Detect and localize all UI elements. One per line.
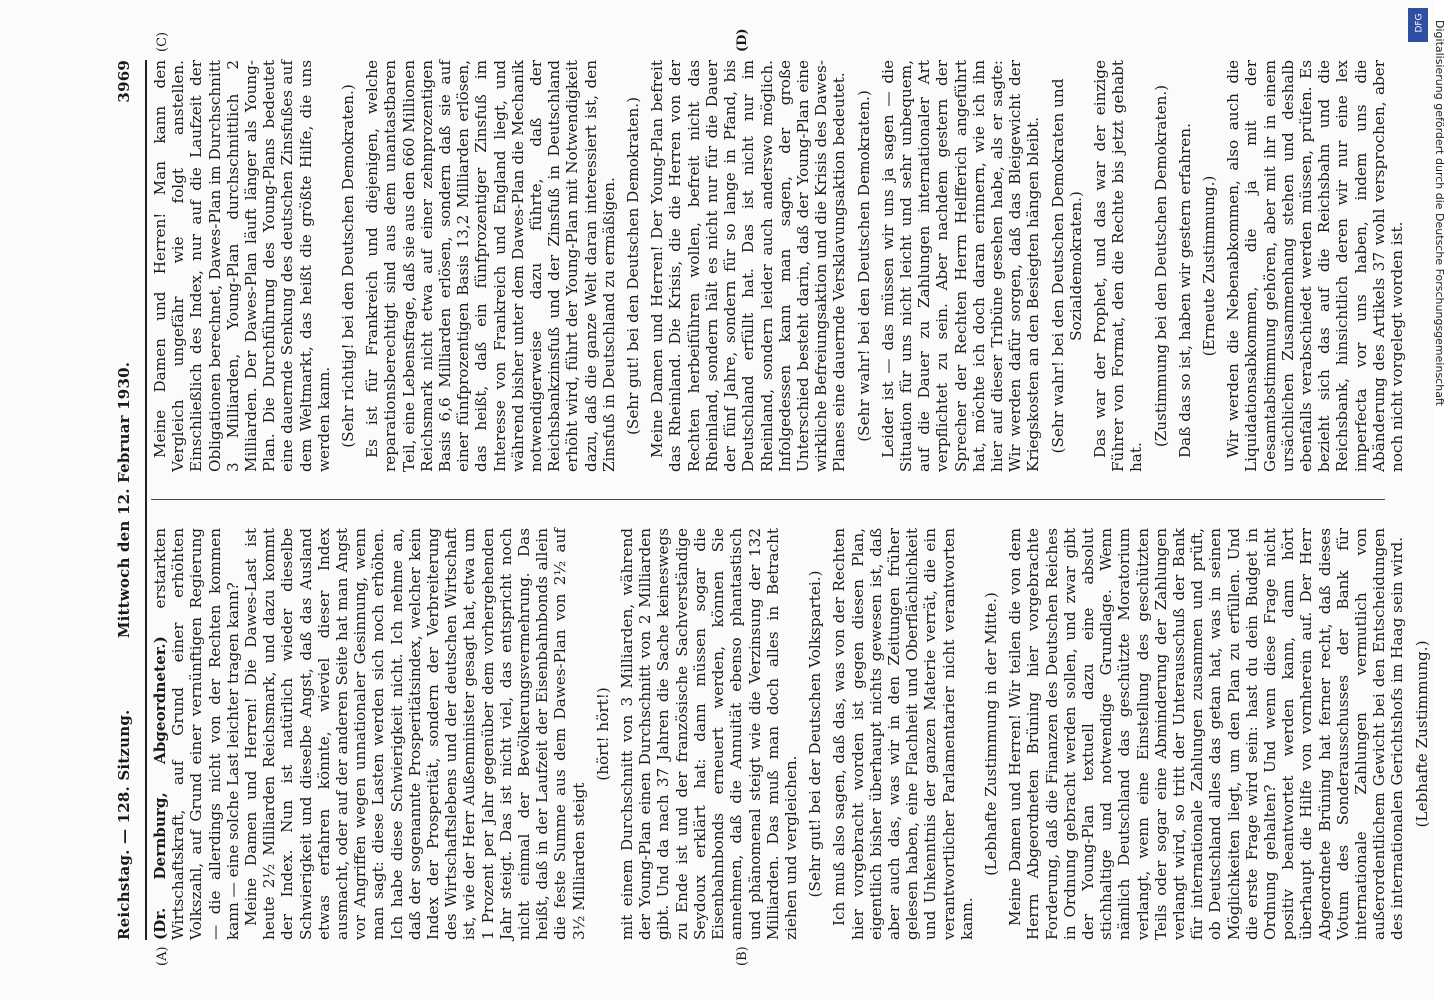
right-column — [151, 60, 1425, 472]
rotated-page-content — [115, 28, 1445, 966]
paragraph-text: (Sehr gut! bei den Deutschen Demokraten.) — [624, 96, 643, 436]
paragraph-text: erstarkten Wirtschaftskraft, auf Grund einer erhöhten Volkszahl, auf Grund einer vernünftigen Regierung — die allerdings nicht von der Rechten kommen kann — eine solche Last leichter tragen kann? — [151, 528, 242, 940]
paragraph-text: (Sehr wahr! bei den Deutschen Demokraten.) — [854, 90, 873, 442]
interjection — [1200, 60, 1218, 472]
paragraph — [1091, 60, 1146, 472]
margin-marker-d: (D) — [735, 28, 750, 52]
paragraph — [879, 60, 1043, 472]
dfg-logo — [1408, 8, 1428, 42]
paragraph-text: Leider ist — das müssen wir uns ja sagen — die Situation für uns nicht leicht und sehr unbequem, auf die Dauer zu Zahlungen internationaler Art verpflichtet zu sein. Aber nachdem gestern der Sprecher der Rechten Herrn Helfferich angeführt hat, möchte ich doch daran erinnern, wie ich ihn hier auf dieser Tribüne gesehen habe, als er sagte: Wir werden dafür sorgen, daß das Bleigewicht der Kriegskosten an den Besiegten hängen bleibt. — [878, 60, 1043, 472]
paragraph — [363, 60, 618, 472]
paragraph — [1176, 60, 1194, 472]
paragraph-text: Es ist für Frankreich und diejenigen, welche reparationsberechtigt sind aus dem unantastbaren Teil, eine Lebensfrage, daß sie aus den 660 Millionen Reichsmark nicht etwa auf einer zehnprozentigen Basis 6,6 Milliarden erlösen, sondern daß sie auf einer fünfprozentigen Basis 13,2 Milliarden erlösen, das heißt, daß ein fünfprozentiger Zinsfuß im Interesse von Frankreich und England liegt, und während bisher unter dem Dawes-Plan die Mechanik notwendigerweise dazu führte, daß der Reichsbankzinsfuß und der Zinsfuß in Deutschland erhöht wird, führt der Young-Plan mit Notwendigkeit dazu, daß die ganze Welt daran interessiert ist, den Zinsfuß in Deutschland zu ermäßigen. — [363, 60, 618, 472]
header-date: Mittwoch den 12. Februar 1930. — [115, 361, 133, 639]
paragraph-text: Meine Damen und Herren! Die Dawes-Last ist heute 2½ Milliarden Reichsmark, und dazu kommt der Index. Nun ist natürlich wieder dieselbe Schwierigkeit und dieselbe Angst, daß das Ausland etwas erfahren könnte, wieviel dieser Index ausmacht, oder auf der anderen Seite hat man Angst vor Angriffen wegen unnationaler Gesinnung, wenn man sagt: diese Lasten werden sich noch erhöhen. Ich habe diese Schwierigkeit nicht. Ich nehme an, daß der sogenannte Prosperitätsindex, welcher kein Index der Prosperität, sondern der Verbreiterung des Wirtschaftslebens und der deutschen Wirtschaft ist, wie der Herr Außenminister gesagt hat, etwa um 1 Prozent per Jahr gegenüber dem vorhergehenden Jahr steigt. Das ist nicht viel, das entspricht noch nicht einmal der Bevölkerungsvermehrung. Das heißt, daß in der Laufzeit der Eisenbahnbonds allein die feste Summe aus dem Dawes-Plan von 2½ auf 3½ Milliarden steigt — [242, 528, 588, 940]
paragraph — [648, 60, 848, 472]
paragraph — [242, 528, 588, 940]
paragraph-text: (Lebhafte Zustimmung.) — [1412, 640, 1431, 828]
interjection — [1049, 60, 1085, 472]
paragraph-text: Meine Damen und Herren! Wir teilen die von dem Herrn Abgeordneten Brüning hier vorgebrachte Forderung, daß die Finanzen des Deutschen Reiches in Ordnung gebracht werden sollen, und zwar gibt der Young-Plan textuell dazu eine absolut stichhaltige und notwendige Grundlage. Wenn nämlich Deutschland das geschützte Moratorium verlangt, wenn eine Einstellung des geschützten Teils oder sogar eine Abminderung der Zahlungen verlangt wird, so tritt der Unterausschuß der Bank für internationale Zahlungen zusammen und prüft, ob Deutschland alles das getan hat, was in seinen Möglichkeiten liegt, um den Plan zu erfüllen. Und die erste Frage wird sein: hast du dein Budget in Ordnung gehalten? Und wenn diese Frage nicht positiv beantwortet werden kann, dann hört überhaupt die Hilfe von vornherein auf. Der Herr Abgeordnete Brüning hat ferner recht, daß dieses Votum des Sonderausschusses der Bank für internationale Zahlungen vermutlich von außerordentlichem Gewicht bei den Entscheidungen des internationalen Gerichtshofs im Haag sein wird. — [1006, 528, 1407, 940]
interjection — [1152, 60, 1170, 472]
paragraph — [1224, 60, 1406, 472]
page-number: 3969 — [115, 60, 133, 103]
header-left: Reichstag. — 128. Sitzung. — [115, 709, 133, 940]
paragraph — [618, 528, 800, 940]
paragraph-text: (hört! hört!) — [593, 687, 612, 781]
paragraph-text: Daß das so ist, haben wir gestern erfahren. — [1175, 123, 1194, 458]
paragraph-text: (Lebhafte Zustimmung in der Mitte.) — [981, 592, 1000, 876]
interjection — [339, 60, 357, 472]
paragraph-text: Ich muß also sagen, daß das, was von der Rechten hier vorgebracht worden ist gegen diesen Plan, eigentlich bisher überhaupt nichts gewesen ist, daß aber auch das, was wir in den Zeitungen früher gelesen haben, eine Flachheit und Oberflächlichkeit und Unkenntnis der ganzen Materie verrät, die ein verantwortlicher Parlamentarier nicht verantworten kann. — [830, 528, 976, 940]
paragraph — [830, 528, 976, 940]
margin-marker-c: (C) — [155, 31, 170, 52]
column-divider — [151, 499, 1385, 500]
paragraph-text: (Sehr gut! bei der Deutschen Volkspartei.) — [806, 570, 825, 898]
digitization-credit — [1406, 20, 1446, 980]
interjection — [594, 528, 612, 940]
paragraph-text: Meine Damen und Herren! Man kann den Vergleich ungefähr wie folgt anstellen. Einschließlich des Index, nur auf die Laufzeit der Obligationen berechnet, Dawes-Plan im Durchschnitt 3 Milliarden, Young-Plan durchschnittlich 2 Milliarden. Der Dawes-Plan läuft länger als Young-Plan. Die Durchführung des Young-Plans bedeutet eine dauernde Senkung des deutschen Zinsfußes auf dem Weltmarkt, das heißt die größte Hilfe, die uns werden kann. — [151, 60, 333, 472]
margin-marker-a: (A) — [155, 946, 170, 966]
paragraph-text: mit einem Durchschnitt von 3 Milliarden, während der Young-Plan einen Durchschnitt von 2 Milliarden gibt. Und da nach 37 Jahren die Sache keineswegs zu Ende ist und der französische Sachverständige Seydoux erklärt hat: dann müssen sogar die Eisenbahnbonds erneuert werden, können Sie annehmen, daß die Annuität ebenso phantastisch und phänomenal steigt wie die Verzinsung der 132 Milliarden. Das muß man doch alles in Betracht ziehen und vergleichen. — [618, 528, 800, 940]
paragraph — [151, 528, 242, 940]
credit-text: Digitalisierung gefördert durch die Deutsche Forschungsgemeinschaft — [1433, 20, 1446, 406]
paragraph-text: (Erneute Zustimmung.) — [1199, 175, 1218, 357]
paragraph-text: (Sehr richtig! bei den Deutschen Demokraten.) — [339, 84, 358, 448]
interjection — [806, 528, 824, 940]
running-header — [115, 60, 139, 940]
paragraph-text: Meine Damen und Herren! Der Young-Plan befreit das Rheinland. Die Krisis, die die Herren von der Rechten herbeiführen wollen, befreit nicht das Rheinland, sondern hält es nicht nur für die Dauer der fünf Jahre, sondern für so lange in Pfand, bis Deutschland erfüllt hat. Das ist nicht nur im Rheinland, sondern leider auch anderswo möglich. Infolgedessen kann man sagen, der große Unterschied besteht darin, daß der Young-Plan eine wirkliche Befreiungsaktion und die Krisis des Dawes-Planes eine dauernde Versklavungsaktion bedeutet. — [648, 60, 849, 472]
paragraph-text: Wir werden die Nebenabkommen, also auch die Liquidationsabkommen, die ja mit der Gesamtabstimmung gehören, aber mit ihr in einem ursächlichen Zusammenhang stehen und deshalb ebenfalls verabschiedet werden müssen, prüfen. Es bezieht sich das auf die Reichsbahn und die Reichsbank, hinsichtlich deren wir nur eine lex imperfecta vor uns haben, indem uns die Abänderung des Artikels 37 wohl versprochen, aber noch nicht vorgelegt worden ist. — [1224, 60, 1406, 472]
speaker-label: (Dr. Dernburg, Abgeordneter.) — [151, 636, 169, 940]
paragraph — [1006, 528, 1406, 940]
dfg-logo-text: DFG — [1414, 13, 1425, 33]
interjection — [982, 528, 1000, 940]
interjection — [855, 60, 873, 472]
interjection — [624, 60, 642, 472]
header-rule — [145, 60, 147, 940]
margin-marker-b: (B) — [735, 946, 750, 966]
paragraph-text: (Sehr wahr! bei den Deutschen Demokraten und Sozialdemokraten.) — [1048, 78, 1085, 454]
paragraph-text: Das war der Prophet, und das war der einzige Führer von Format, den die Rechte bis jetzt gehabt hat. — [1090, 60, 1146, 472]
paragraph-text: (Zustimmung bei den Deutschen Demokraten.) — [1151, 84, 1170, 448]
left-column — [151, 528, 1431, 940]
paragraph — [151, 60, 333, 472]
